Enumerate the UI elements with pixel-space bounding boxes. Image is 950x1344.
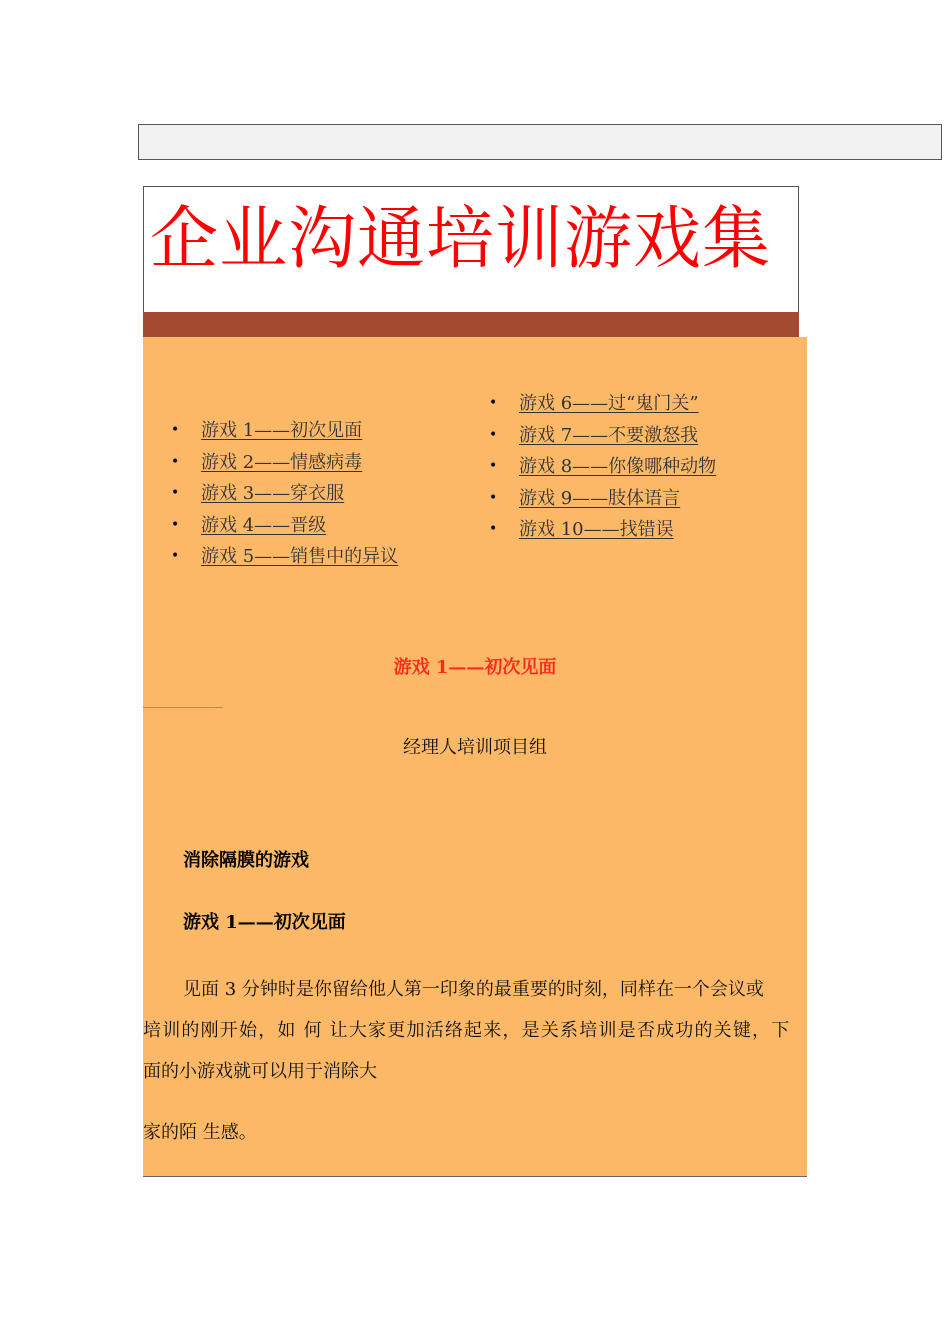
body-line: 培训的刚开始，如 何 让大家更加活络起来，是关系培训是否成功的关键，下 <box>143 1020 791 1041</box>
author-line: 经理人培训项目组 <box>403 737 547 758</box>
toc-item <box>489 420 716 452</box>
title-box <box>143 186 799 312</box>
toc-list-left <box>171 415 398 573</box>
toc-link-game-5[interactable]: 游戏 5——销售中的异议 <box>201 546 399 567</box>
bullet-icon: • <box>171 422 180 438</box>
toc-item <box>171 447 398 479</box>
bullet-icon: • <box>489 458 498 474</box>
divider <box>143 707 223 708</box>
toc-link-game-7[interactable]: 游戏 7——不要激怒我 <box>519 424 699 446</box>
toc-link-game-1[interactable]: 游戏 1——初次见面 <box>201 420 363 441</box>
bullet-icon: • <box>171 453 180 470</box>
bullet-icon: • <box>171 548 180 564</box>
title-accent-band <box>143 312 799 337</box>
game-subheading: 游戏 1——初次见面 <box>183 912 346 933</box>
document-title: 企业沟通培训游戏集 <box>150 200 772 279</box>
body-line: 见面 3 分钟时是你留给他人第一印象的最重要的时刻，同样在一个会议或 <box>183 979 764 1000</box>
toc-link-game-2[interactable]: 游戏 2——情感病毒 <box>201 451 363 473</box>
category-subheading: 消除隔膜的游戏 <box>183 850 309 871</box>
toc-link-game-8[interactable]: 游戏 8——你像哪种动物 <box>519 456 717 477</box>
section-heading: 游戏 1——初次见面 <box>393 657 557 678</box>
toc-item <box>171 541 398 573</box>
bullet-icon: • <box>489 395 498 411</box>
toc-item <box>171 478 398 510</box>
toc-link-game-9[interactable]: 游戏 9——肢体语言 <box>519 487 681 509</box>
bullet-icon: • <box>171 516 180 533</box>
toc-link-game-10[interactable]: 游戏 10——找错误 <box>519 519 674 540</box>
toc-link-game-3[interactable]: 游戏 3——穿衣服 <box>201 483 345 504</box>
bullet-icon: • <box>489 489 498 506</box>
body-line: 家的陌 生感。 <box>143 1122 257 1143</box>
content-panel <box>143 337 807 1177</box>
body-paragraph <box>143 969 807 1153</box>
body-line: 面的小游戏就可以用于消除大 <box>143 1061 377 1082</box>
toc-item <box>171 510 398 542</box>
bullet-icon: • <box>171 485 180 501</box>
toc-item <box>489 388 716 420</box>
bullet-icon: • <box>489 521 498 537</box>
toc-link-game-4[interactable]: 游戏 4——晋级 <box>201 514 327 536</box>
header-bar <box>138 124 942 160</box>
bullet-icon: • <box>489 426 498 443</box>
toc-item <box>489 451 716 483</box>
toc-link-game-6[interactable]: 游戏 6——过“鬼门关” <box>519 393 699 414</box>
toc-list-right <box>489 388 716 546</box>
toc-item <box>489 514 716 546</box>
toc-item <box>171 415 398 447</box>
toc-item <box>489 483 716 515</box>
